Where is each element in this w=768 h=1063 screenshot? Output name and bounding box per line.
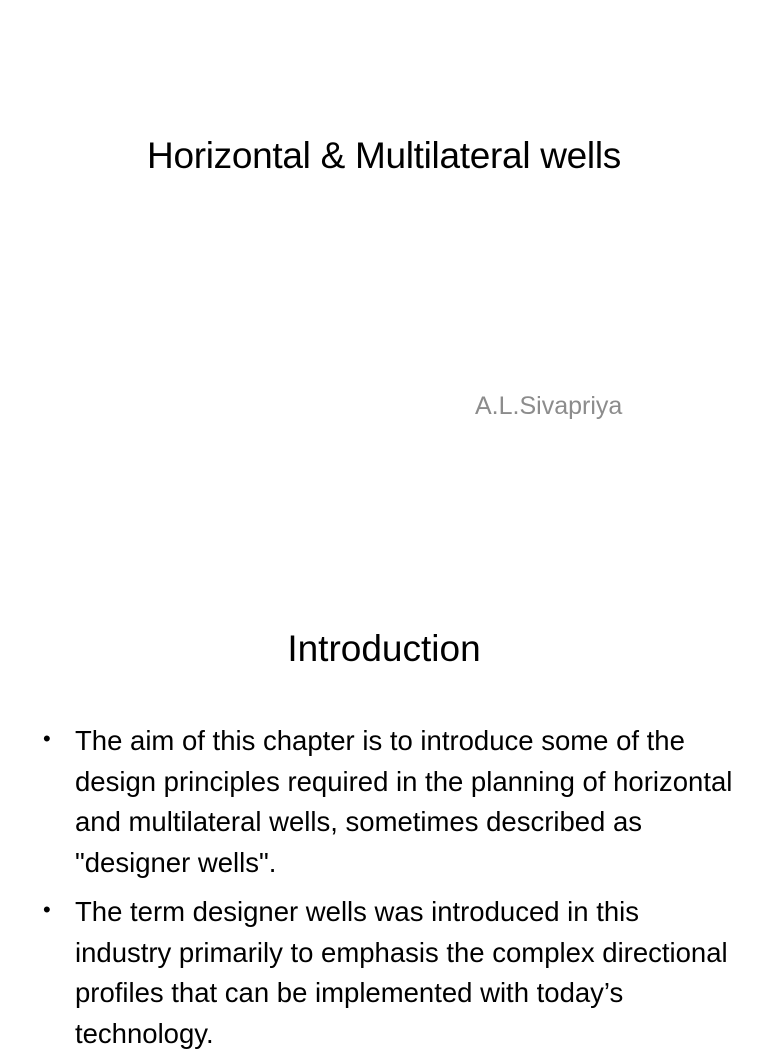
bullet-item: [40, 721, 740, 883]
bullet-dot-icon: •: [43, 726, 51, 751]
introduction-slide: [0, 576, 768, 1049]
slide-title: Horizontal & Multilateral wells: [147, 135, 621, 176]
section-heading: Introduction: [287, 628, 481, 669]
bullet-item: [40, 892, 740, 1054]
bullet-text: The term designer wells was introduced in this industry primarily to emphasis the complex directional profiles that can be implemented with today’s technology.: [75, 896, 728, 1049]
bullet-text: The aim of this chapter is to introduce some of the design principles required in the planning of horizontal and multilateral wells, sometimes described as "designer wells".: [75, 725, 733, 878]
bullet-dot-icon: •: [43, 897, 51, 922]
bullet-list: [40, 721, 740, 1063]
author-name: A.L.Sivapriya: [475, 392, 623, 420]
